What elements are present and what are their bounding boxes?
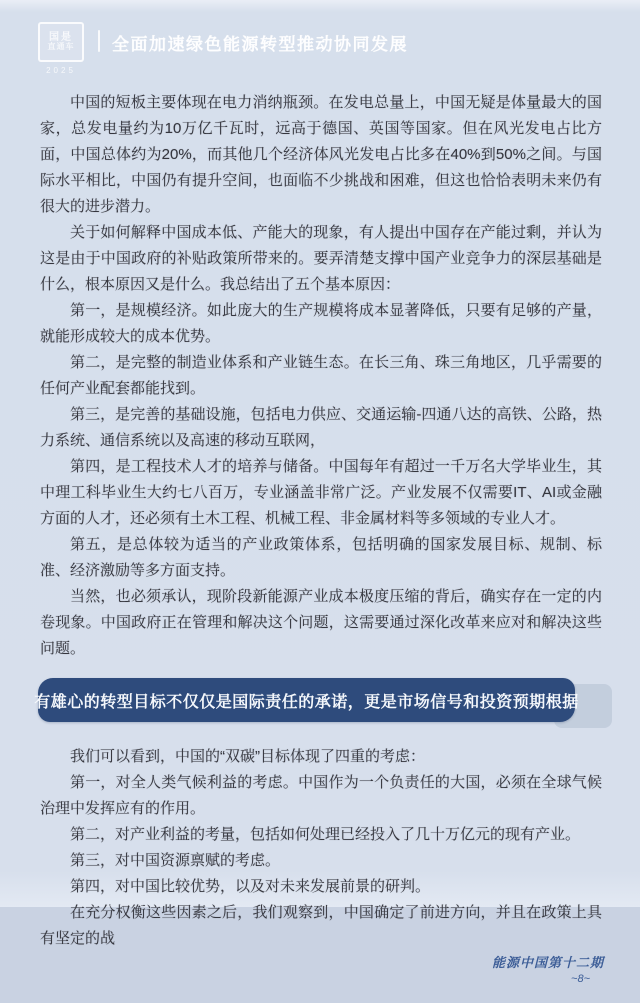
paragraph: 第四，是工程技术人才的培养与储备。中国每年有超过一千万名大学毕业生，其中理工科毕业生大约七八百万，专业涵盖非常广泛。产业发展不仅需要IT、AI或金融方面的人才，还必须有土木工程、机械工程、非金属材料等多领域的专业人才。 bbox=[40, 458, 602, 527]
paragraph: 当然，也必须承认，现阶段新能源产业成本极度压缩的背后，确实存在一定的内卷现象。中国政府正在管理和解决这个问题，这需要通过深化改革来应对和解决这些问题。 bbox=[40, 588, 602, 657]
article-part2 bbox=[0, 740, 640, 952]
section-heading-banner: 有雄心的转型目标不仅仅是国际责任的承诺，更是市场信号和投资预期根据 bbox=[38, 678, 575, 722]
paragraph: 第一，是规模经济。如此庞大的生产规模将成本显著降低，只要有足够的产量，就能形成较大的成本优势。 bbox=[40, 302, 602, 345]
paragraph: 第四，对中国比较优势，以及对未来发展前景的研判。 bbox=[70, 878, 431, 895]
page-footer bbox=[0, 952, 640, 1003]
paragraph: 第五，是总体较为适当的产业政策体系，包括明确的国家发展目标、规制、标准、经济激励等多方面支持。 bbox=[40, 536, 602, 579]
paragraph: 第三，对中国资源禀赋的考虑。 bbox=[70, 852, 281, 869]
brand-badge bbox=[38, 22, 84, 75]
paragraph: 第二，是完整的制造业体系和产业链生态。在长三角、珠三角地区，几乎需要的任何产业配套都能找到。 bbox=[40, 354, 602, 397]
paragraph: 第三，是完善的基础设施，包括电力供应、交通运输-四通八达的高铁、公路，热力系统、通信系统以及高速的移动互联网， bbox=[40, 406, 602, 449]
paragraph: 关于如何解释中国成本低、产能大的现象，有人提出中国存在产能过剩，并认为这是由于中国政府的补贴政策所带来的。要弄清楚支撑中国产业竞争力的深层基础是什么，根本原因又是什么。我总结出了五个基本原因： bbox=[40, 224, 602, 293]
header-divider bbox=[98, 30, 100, 52]
brand-badge-line1: 国是 bbox=[49, 32, 73, 44]
paragraph: 在充分权衡这些因素之后，我们观察到，中国确定了前进方向，并且在政策上具有坚定的战 bbox=[40, 904, 602, 947]
brand-badge-line2: 直通车 bbox=[47, 42, 75, 52]
paragraph: 我们可以看到，中国的“双碳”目标体现了四重的考虑： bbox=[70, 748, 425, 765]
brand-badge-year: 2025 bbox=[46, 66, 76, 75]
page-title: 全面加速绿色能源转型推动协同发展 bbox=[112, 35, 408, 54]
brand-badge-icon bbox=[38, 22, 84, 62]
paragraph: 中国的短板主要体现在电力消纳瓶颈。在发电总量上，中国无疑是体量最大的国家，总发电量约为10万亿千瓦时，远高于德国、英国等国家。但在风光发电占比方面，中国总体约为20%，而其他几个经济体风光发电占比多在40%到50%之间。与国际水平相比，中国仍有提升空间，也面临不少挑战和困难，但这也恰恰表明未来仍有很大的进步潜力。 bbox=[40, 94, 602, 215]
footer-page-number: ~8~ bbox=[571, 973, 590, 985]
article-part1 bbox=[0, 86, 640, 662]
footer-source: 能源中国第十二期 bbox=[491, 955, 604, 970]
paragraph: 第一，对全人类气候利益的考虑。中国作为一个负责任的大国，必须在全球气候治理中发挥应有的作用。 bbox=[40, 774, 602, 817]
section-banner-row bbox=[34, 678, 602, 722]
paragraph: 第二，对产业利益的考量，包括如何处理已经投入了几十万亿元的现有产业。 bbox=[70, 826, 581, 843]
page-header bbox=[0, 0, 640, 86]
